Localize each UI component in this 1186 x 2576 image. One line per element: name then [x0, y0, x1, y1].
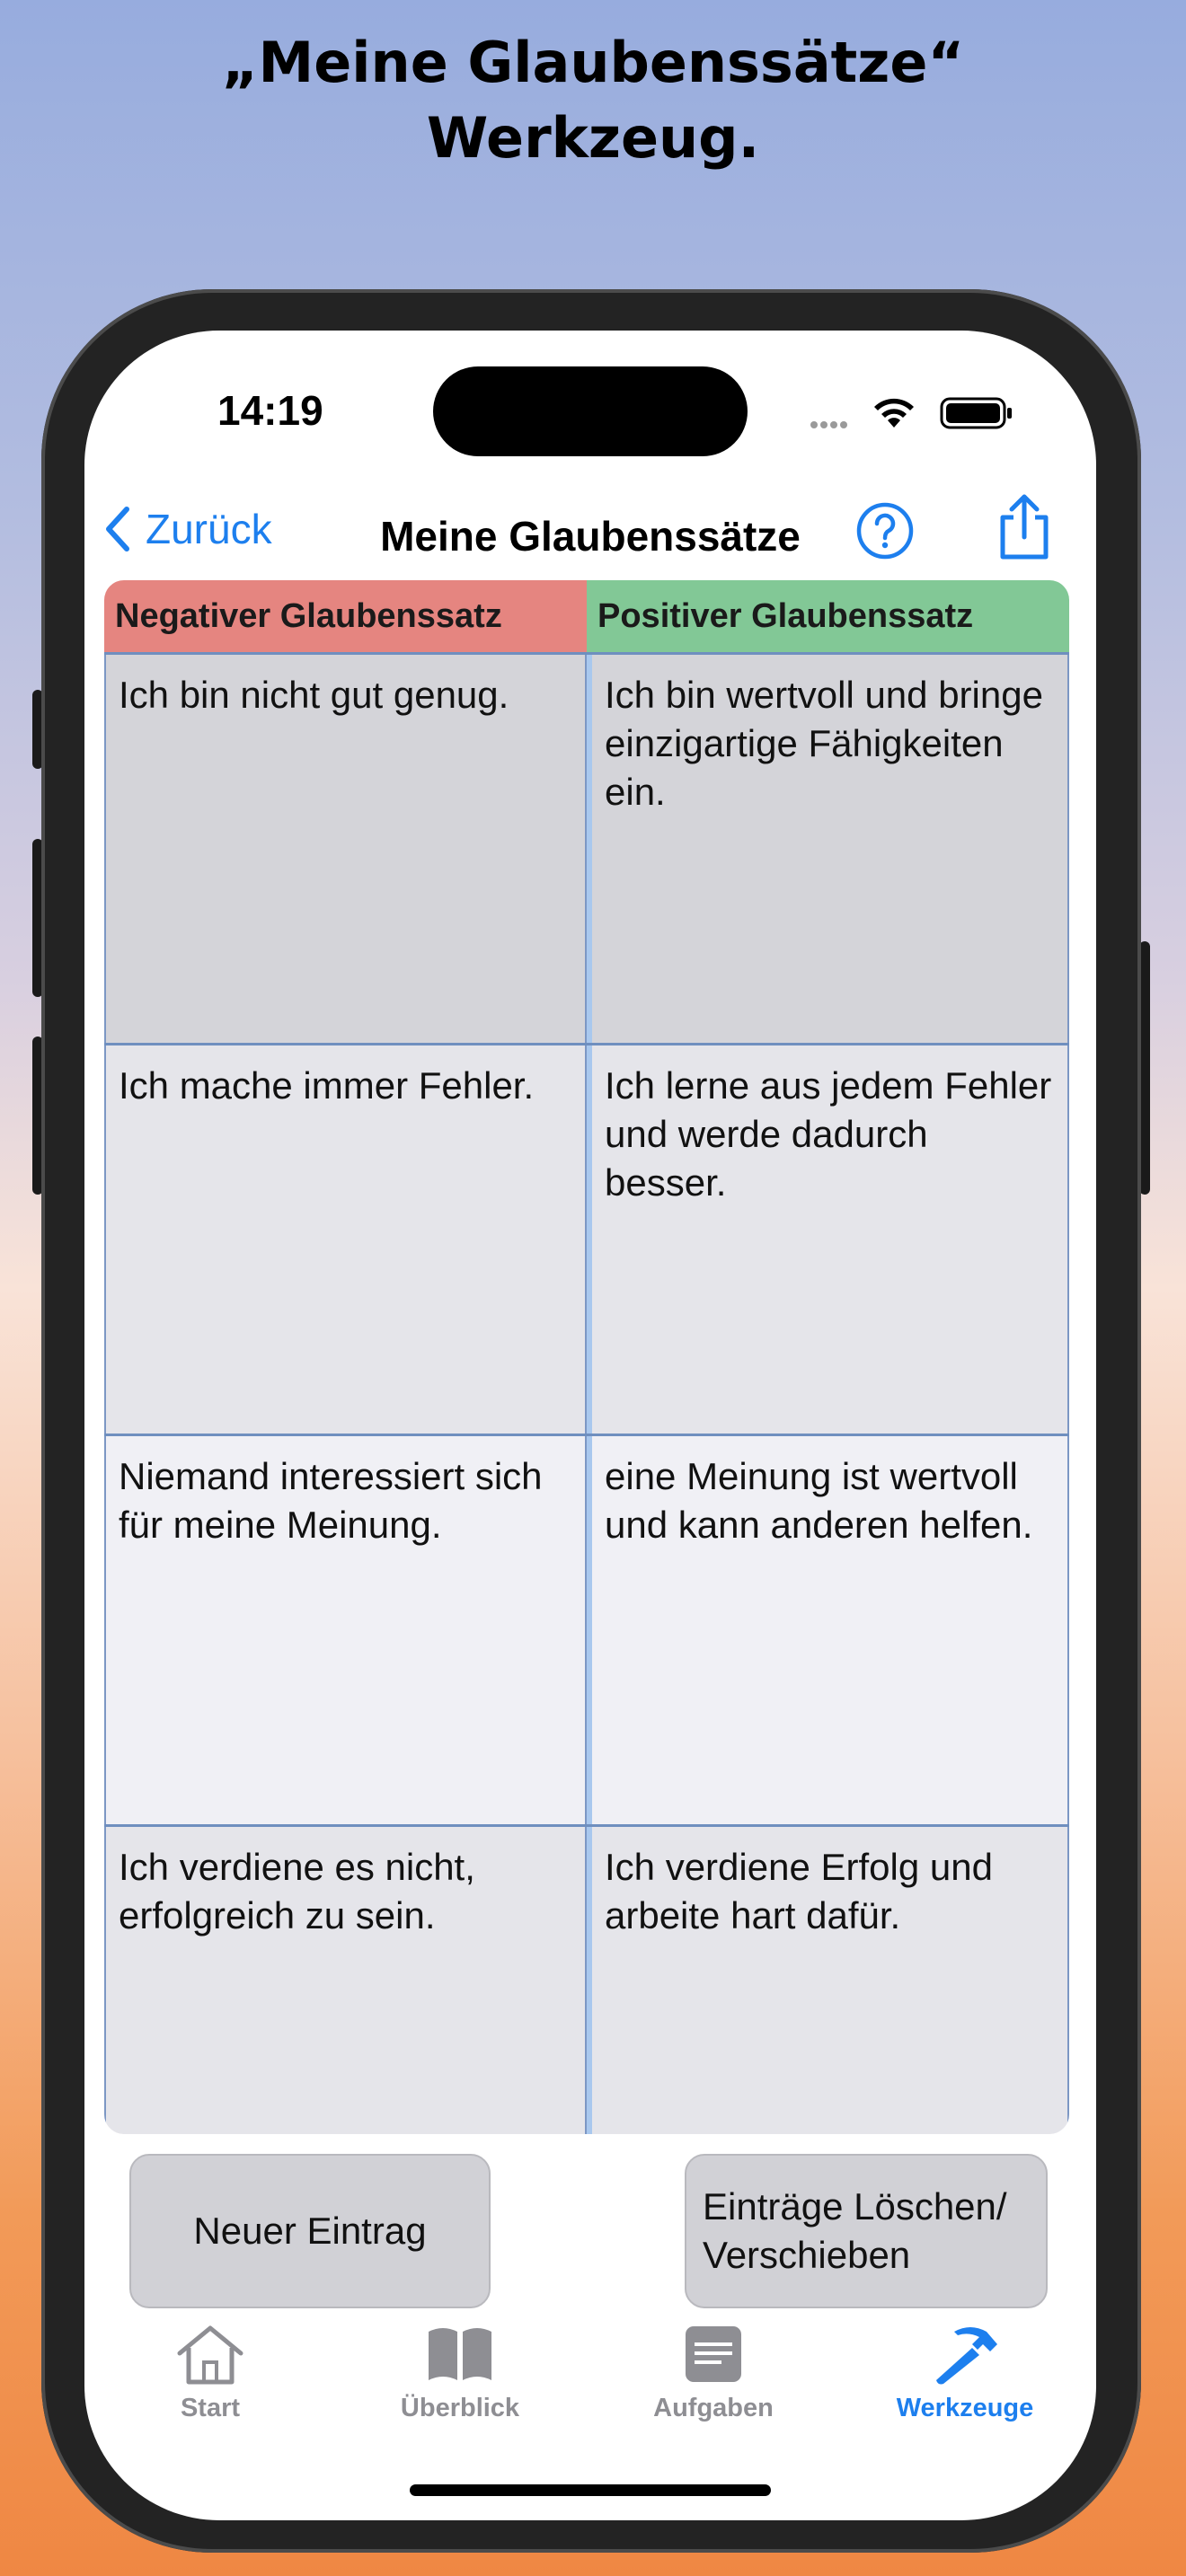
tab-start[interactable] [120, 2321, 300, 2423]
headline-line-2: Werkzeug. [426, 105, 760, 171]
beliefs-table [104, 580, 1069, 2134]
question-circle-icon[interactable] [855, 501, 915, 560]
table-row[interactable] [104, 1043, 1069, 1434]
header-positive-belief: Positiver Glaubenssatz [587, 580, 1069, 652]
negative-belief-cell[interactable]: Ich bin nicht gut genug. [104, 655, 587, 1043]
house-icon [174, 2321, 246, 2387]
share-icon[interactable] [996, 492, 1053, 562]
negative-belief-cell[interactable]: Ich verdiene es nicht, erfolgreich zu sein. [104, 1827, 587, 2134]
delete-move-entries-button[interactable]: Einträge Löschen/ Verschieben [685, 2154, 1048, 2308]
home-indicator[interactable] [410, 2484, 771, 2496]
tab-werkzeuge[interactable] [875, 2321, 1055, 2423]
dynamic-island [433, 366, 748, 456]
positive-belief-cell[interactable]: Ich bin wertvoll und bringe einzigartige Fähigkeiten ein. [587, 655, 1069, 1043]
tab-bar [84, 2321, 1096, 2438]
negative-belief-cell[interactable]: Niemand interessiert sich für meine Meinung. [104, 1436, 587, 1824]
new-entry-button[interactable]: Neuer Eintrag [129, 2154, 491, 2308]
header-negative-belief: Negativer Glaubenssatz [104, 580, 587, 652]
page-headline [0, 25, 1186, 176]
hammer-icon [927, 2321, 1003, 2387]
status-time: 14:19 [217, 387, 323, 434]
battery-icon [940, 395, 1015, 431]
tab-ueberblick[interactable] [370, 2321, 550, 2423]
positive-belief-cell[interactable]: Ich lerne aus jedem Fehler und werde dadurch besser. [587, 1045, 1069, 1434]
table-row[interactable] [104, 1824, 1069, 2134]
page-title: Meine Glaubenssätze [380, 513, 801, 560]
book-icon [423, 2321, 497, 2387]
wifi-icon [872, 395, 916, 431]
cellular-signal-icon [810, 417, 850, 433]
tab-label-ueberblick: Überblick [400, 2394, 520, 2422]
document-icon [680, 2321, 747, 2387]
positive-belief-cell[interactable]: Ich verdiene Erfolg und arbeite hart dafür. [587, 1827, 1069, 2134]
table-header [104, 580, 1069, 652]
headline-line-1: „Meine Glaubenssätze“ [221, 30, 965, 95]
phone-screen [84, 331, 1096, 2520]
tab-label-aufgaben: Aufgaben [653, 2394, 774, 2422]
tab-label-start: Start [180, 2394, 241, 2422]
tab-label-werkzeuge: Werkzeuge [896, 2394, 1034, 2422]
navigation-bar [84, 492, 1096, 582]
negative-belief-cell[interactable]: Ich mache immer Fehler. [104, 1045, 587, 1434]
table-row[interactable] [104, 1434, 1069, 1824]
positive-belief-cell[interactable]: eine Meinung ist wertvoll und kann anderen helfen. [587, 1436, 1069, 1824]
table-row[interactable] [104, 652, 1069, 1043]
tab-aufgaben[interactable] [624, 2321, 803, 2423]
back-label: Zurück [146, 506, 272, 552]
